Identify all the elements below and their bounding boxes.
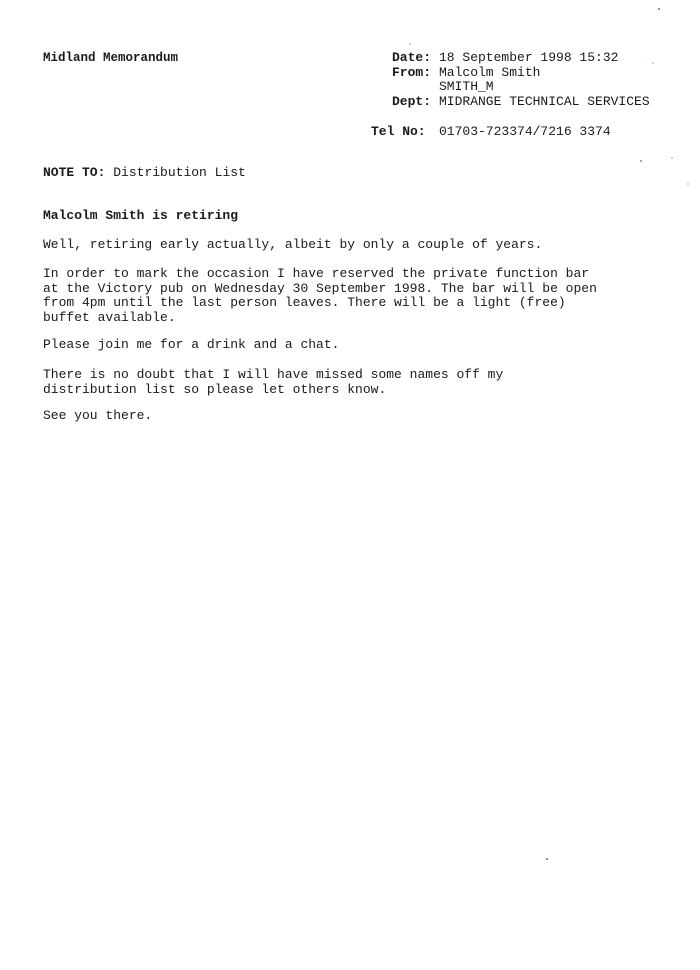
paper-speck bbox=[687, 183, 689, 185]
note-to-row bbox=[43, 165, 246, 180]
paper-speck bbox=[658, 8, 660, 10]
memo-header-block bbox=[381, 51, 650, 109]
paper-speck bbox=[640, 160, 642, 162]
header-row-dept bbox=[381, 95, 650, 110]
note-to-value: Distribution List bbox=[113, 165, 246, 180]
dept-label: Dept: bbox=[391, 93, 431, 109]
paper-speck bbox=[652, 62, 654, 64]
tel-value: 01703-723374/7216 3374 bbox=[439, 124, 611, 139]
paper-speck bbox=[546, 858, 548, 860]
memo-heading: Midland Memorandum bbox=[43, 51, 179, 65]
paragraph-1: Well, retiring early actually, albeit by only a couple of years. bbox=[43, 237, 543, 252]
paragraph-2: In order to mark the occasion I have reserved the private function bar at the Victory pub on Wednesday 30 September 1998. The bar will be open from 4pm until the last person leaves. There will be a light (free) buffet available. bbox=[43, 266, 597, 325]
paragraph-4: There is no doubt that I will have missed some names off my distribution list so please let others know. bbox=[43, 367, 504, 397]
tel-row bbox=[371, 124, 611, 139]
from-value: Malcolm Smith bbox=[439, 64, 541, 80]
date-value: 18 September 1998 15:32 bbox=[439, 50, 619, 65]
paper-speck bbox=[671, 157, 673, 159]
header-row-date bbox=[381, 51, 650, 66]
note-to-label: NOTE TO: bbox=[43, 165, 106, 180]
from-label: From: bbox=[391, 64, 431, 80]
header-row-from bbox=[381, 66, 650, 81]
userid-value: SMITH_M bbox=[439, 79, 494, 94]
memo-subject: Malcolm Smith is retiring bbox=[43, 208, 239, 223]
header-row-userid bbox=[381, 80, 650, 95]
paper-speck bbox=[409, 43, 411, 45]
date-label: Date: bbox=[391, 50, 431, 65]
paragraph-5: See you there. bbox=[43, 408, 153, 423]
paragraph-3: Please join me for a drink and a chat. bbox=[43, 337, 340, 352]
dept-value: MIDRANGE TECHNICAL SERVICES bbox=[439, 93, 650, 109]
tel-label: Tel No: bbox=[371, 124, 426, 139]
userid-label bbox=[381, 80, 439, 95]
